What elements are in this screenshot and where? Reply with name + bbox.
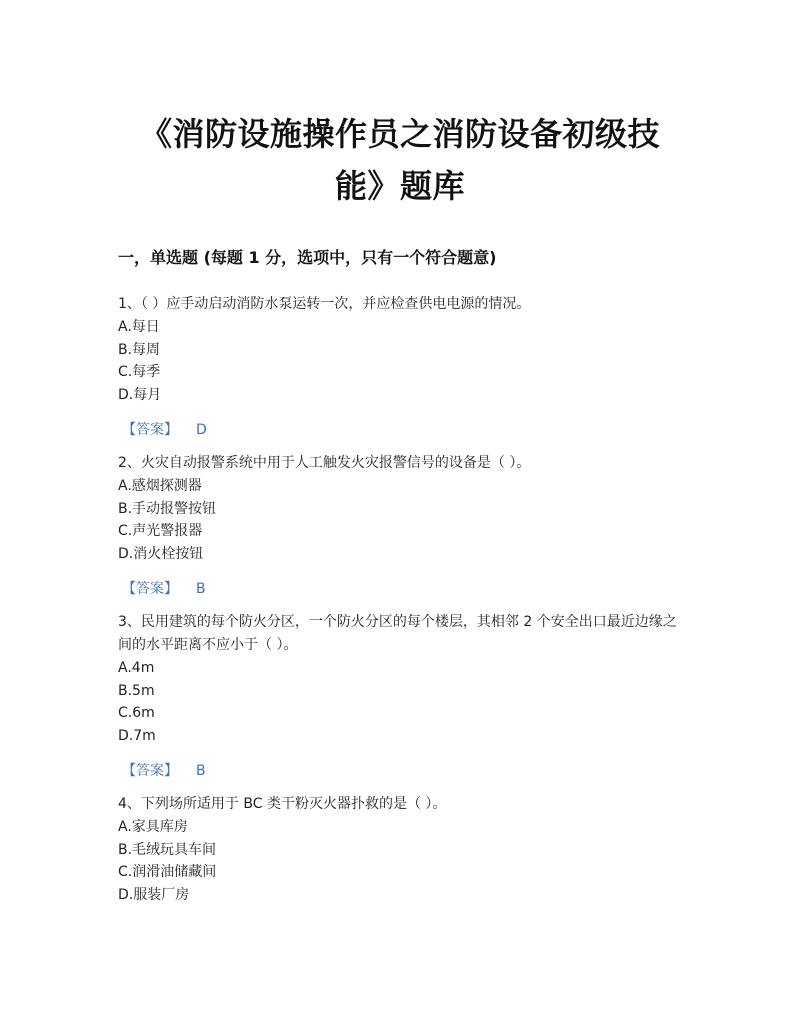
option-d: D.消火栓按钮 (118, 545, 204, 562)
answer-value: B (196, 763, 206, 779)
answer-value: D (196, 422, 207, 438)
question-1 (118, 293, 684, 442)
answer-row (118, 577, 684, 601)
question-2 (118, 452, 684, 601)
option-a: A.家具库房 (118, 819, 188, 835)
option-b: B.5m (118, 682, 155, 699)
answer-label: 【答案】 (122, 422, 178, 438)
question-4 (118, 793, 684, 906)
document-title: 《消防设施操作员之消防设备初级技能》题库 (139, 115, 660, 205)
question-3 (118, 611, 684, 783)
question-stem: 1、（ ）应手动启动消防水泵运转一次，并应检查供电电源的情况。 (118, 296, 531, 312)
answer-label: 【答案】 (122, 581, 178, 597)
option-list (118, 657, 684, 747)
option-list (118, 816, 684, 906)
answer-label: 【答案】 (122, 763, 178, 779)
section-heading: 一，单选题 (每题 1 分，选项中，只有一个符合题意) (118, 248, 497, 267)
option-b: B.毛绒玩具车间 (118, 841, 217, 858)
question-stem: 3、民用建筑的每个防火分区，一个防火分区的每个楼层，其相邻 2 个安全出口最近边缘之间的水平距离不应小于（ ）。 (118, 614, 677, 653)
option-a: A.每日 (118, 319, 160, 335)
option-c: C.润滑油储藏间 (118, 864, 217, 880)
question-stem: 4、下列场所适用于 BC 类干粉灭火器扑救的是（ ）。 (118, 796, 447, 812)
option-a: A.4m (118, 660, 155, 676)
answer-value: B (196, 581, 206, 597)
option-d: D.7m (118, 727, 156, 744)
question-stem: 2、火灾自动报警系统中用于人工触发火灾报警信号的设备是（ ）。 (118, 455, 531, 471)
answer-row (118, 759, 684, 783)
option-list (118, 316, 684, 406)
option-c: C.6m (118, 705, 155, 721)
answer-row (118, 418, 684, 442)
option-c: C.声光警报器 (118, 523, 203, 539)
option-c: C.每季 (118, 364, 161, 380)
option-list (118, 475, 684, 565)
option-b: B.手动报警按钮 (118, 500, 217, 517)
option-d: D.服装厂房 (118, 886, 190, 903)
option-a: A.感烟探测器 (118, 478, 202, 494)
question-list (118, 293, 684, 906)
option-d: D.每月 (118, 386, 162, 403)
option-b: B.每周 (118, 341, 161, 358)
